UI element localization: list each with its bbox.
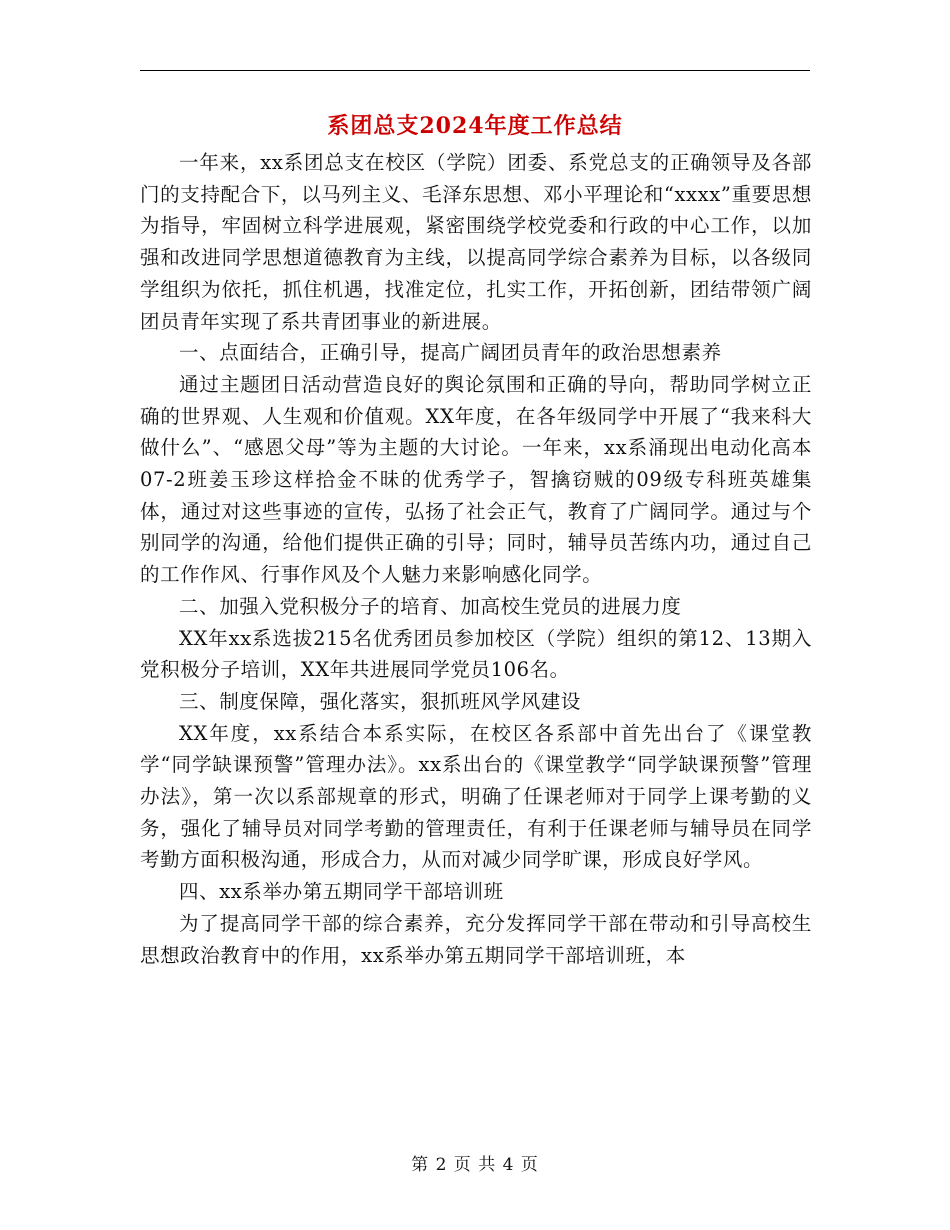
header-rule <box>140 70 810 71</box>
section-heading-4: 四、xx系举办第五期同学干部培训班 <box>179 880 504 904</box>
section-heading-1: 一、点面结合，正确引导，提高广阔团员青年的政治思想素养 <box>179 341 722 365</box>
paragraph-section-1: 通过主题团日活动营造良好的舆论氛围和正确的导向，帮助同学树立正确的世界观、人生观和价值观。XX年度，在各年级同学中开展了“我来科大做什么”、“感恩父母”等为主题的大讨论。一年来，xx系涌现出电动化高本07-2班姜玉珍这样拾金不昧的优秀学子，智擒窃贼的09级专科班英雄集体，通过对这些事迹的宣传，弘扬了社会正气，教育了广阔同学。通过与个别同学的沟通，给他们提供正确的引导；同时，辅导员苦练内功，通过自己的工作作风、行事作风及个人魅力来影响感化同学。 <box>140 372 812 587</box>
section-heading-3: 三、制度保障，强化落实，狠抓班风学风建设 <box>179 689 582 713</box>
section-heading-2: 二、加强入党积极分子的培育、加高校生党员的进展力度 <box>179 594 682 618</box>
paragraph-section-3: XX年度，xx系结合本系实际，在校区各系部中首先出台了《课堂教学“同学缺课预警”管理办法》。xx系出台的《课堂教学“同学缺课预警”管理办法》，第一次以系部规章的形式，明确了任课老师对于同学上课考勤的义务，强化了辅导员对同学考勤的管理责任，有利于任课老师与辅导员在同学考勤方面积极沟通，形成合力，从而对减少同学旷课，形成良好学风。 <box>140 721 812 872</box>
paragraph-intro: 一年来，xx系团总支在校区（学院）团委、系党总支的正确领导及各部门的支持配合下，以马列主义、毛泽东思想、邓小平理论和“xxxx”重要思想为指导，牢固树立科学进展观，紧密围绕学校党委和行政的中心工作，以加强和改进同学思想道德教育为主线，以提高同学综合素养为目标，以各级同学组织为依托，抓住机遇，找准定位，扎实工作，开拓创新，团结带领广阔团员青年实现了系共青团事业的新进展。 <box>140 151 812 333</box>
document-body <box>140 147 812 971</box>
page-number-footer: 第 2 页 共 4 页 <box>411 1155 539 1175</box>
paragraph-section-4: 为了提高同学干部的综合素养，充分发挥同学干部在带动和引导高校生思想政治教育中的作用，xx系举办第五期同学干部培训班，本 <box>140 911 812 967</box>
document-title: 系团总支2024年度工作总结 <box>327 113 623 139</box>
paragraph-section-2: XX年xx系选拔215名优秀团员参加校区（学院）组织的第12、13期入党积极分子培训，XX年共进展同学党员106名。 <box>140 626 812 682</box>
